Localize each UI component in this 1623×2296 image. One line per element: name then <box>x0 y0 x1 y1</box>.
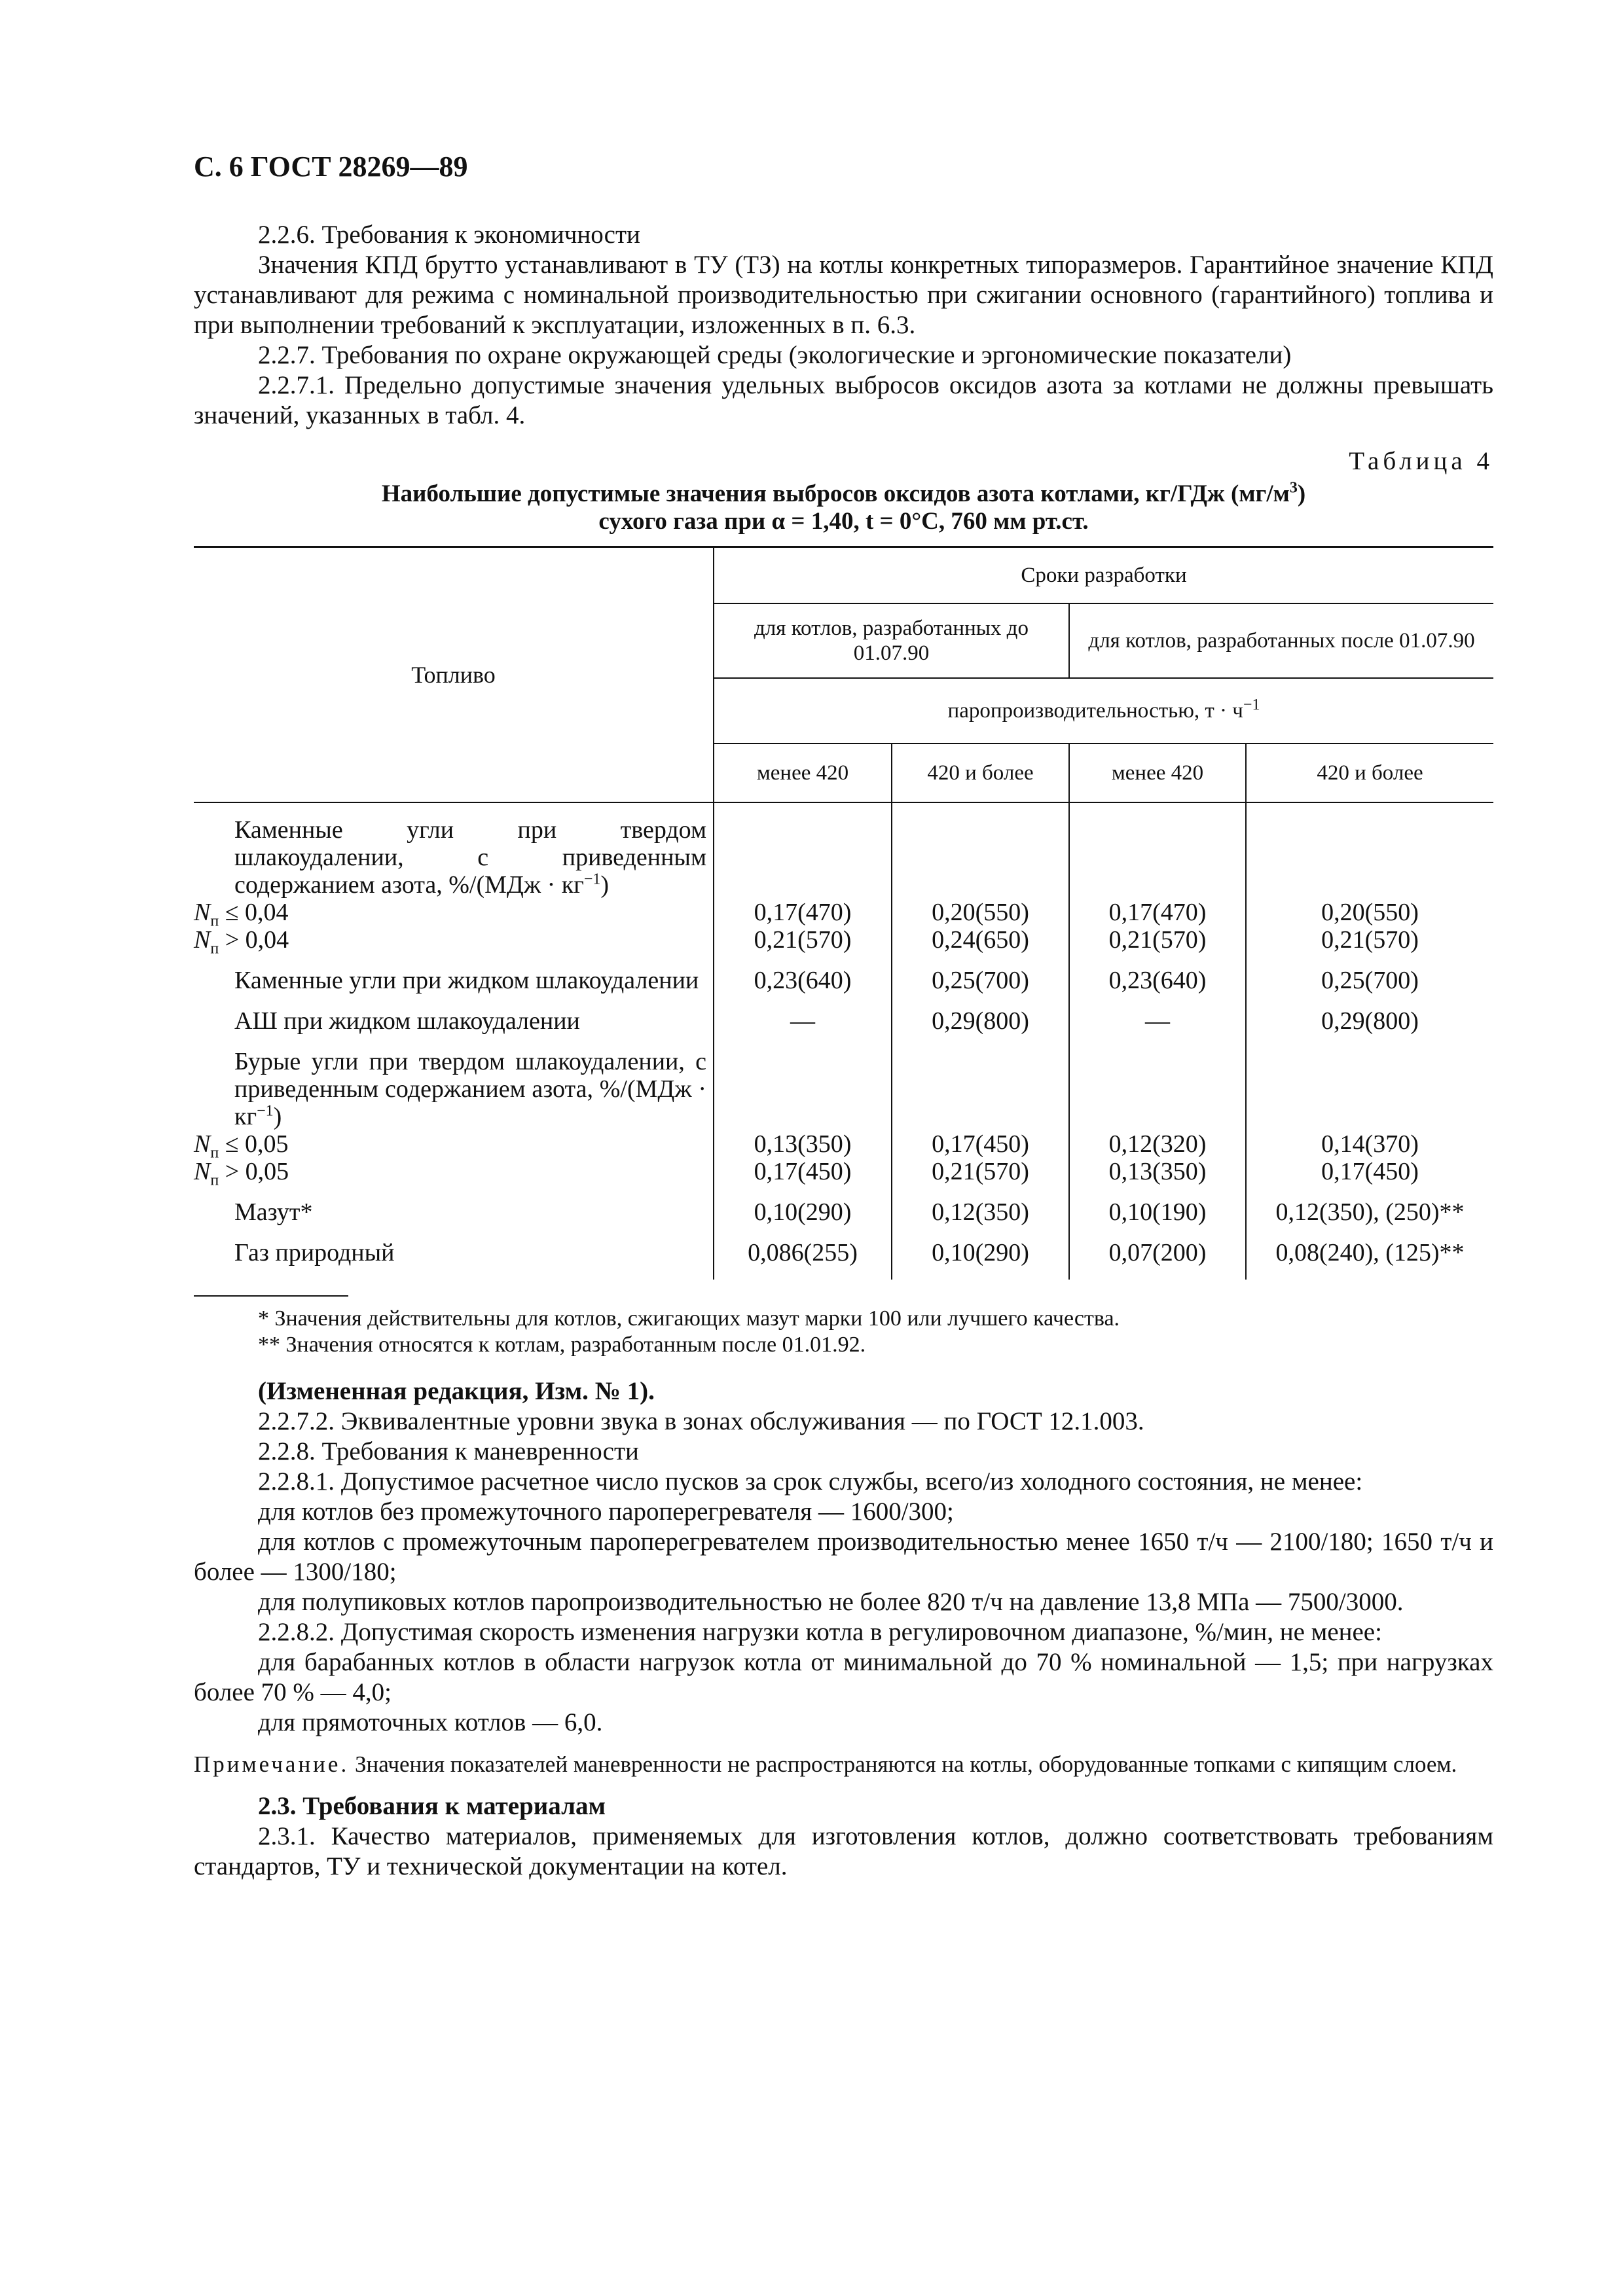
n-symbol: N <box>194 1158 211 1185</box>
cell: 0,12(320) <box>1069 1130 1246 1158</box>
cell: 0,10(290) <box>714 1198 892 1226</box>
section-2-3-1: 2.3.1. Качество материалов, применяемых для изготовления котлов, должно соответствовать требованиям стандартов, ТУ и технической документации на котел. <box>194 1822 1493 1880</box>
footnote-1: * Значения действительны для котлов, сжигающих мазут марки 100 или лучшего качества. <box>258 1306 1120 1331</box>
section-2-2-8-1-c: для полупиковых котлов паропроизводительностью не более 820 т/ч на давление 13,8 МПа — 7500/3000. <box>258 1588 1404 1616</box>
header-capacity-text: паропроизводительностью, т · ч <box>947 699 1243 723</box>
group1-label-end: ) <box>600 871 610 899</box>
cell: 0,21(570) <box>1069 926 1246 954</box>
cell: 0,21(570) <box>892 1158 1069 1185</box>
header-after-more: 420 и более <box>1246 744 1493 802</box>
row2-cond-text: > 0,04 <box>219 926 289 954</box>
cell: — <box>714 1007 892 1035</box>
section-2-2-8-1-b: для котлов с промежуточным пароперегревателем производительностью менее 1650 т/ч — 2100/180; 1650 т/ч и более — 1300/180; <box>194 1528 1493 1586</box>
group2-label-text: Бурые угли при твердом шлакоудалении, с приведенным содержанием азота, %/(МДж · кг <box>234 1048 706 1130</box>
header-capacity-sup: −1 <box>1243 696 1260 713</box>
cell: — <box>1069 1007 1246 1035</box>
cell: 0,07(200) <box>1069 1239 1246 1266</box>
table-title-line1-end: ) <box>1297 480 1306 507</box>
group2-label-end: ) <box>273 1103 282 1130</box>
note <box>194 1751 1493 1778</box>
section-2-2-8-2-b: для прямоточных котлов — 6,0. <box>258 1708 603 1736</box>
table-row <box>194 1158 1493 1185</box>
row7-label-text: Мазут* <box>234 1198 313 1226</box>
footnote-divider <box>194 1295 348 1306</box>
row5-cond <box>194 1130 714 1162</box>
group1-label-sup: −1 <box>583 870 601 888</box>
emissions-table <box>194 546 1493 1280</box>
header-before-more: 420 и более <box>892 744 1069 802</box>
row8-label <box>194 1239 714 1266</box>
cell: 0,10(190) <box>1069 1198 1246 1226</box>
footnote-2: ** Значения относятся к котлам, разработанным после 01.01.92. <box>258 1333 866 1357</box>
header-terms: Сроки разработки <box>714 547 1493 604</box>
header-fuel: Топливо <box>194 547 714 803</box>
section-2-2-6-title: 2.2.6. Требования к экономичности <box>258 221 640 249</box>
cell: 0,17(470) <box>714 899 892 926</box>
table-row <box>194 1198 1493 1226</box>
table-title-sup: 3 <box>1289 479 1298 497</box>
n-symbol: N <box>194 1130 211 1158</box>
group2-label-sup: −1 <box>257 1102 274 1120</box>
document-page <box>194 151 1493 1882</box>
cell: 0,12(350), (250)** <box>1246 1198 1493 1226</box>
page-header: С. 6 ГОСТ 28269—89 <box>194 151 468 183</box>
row8-label-text: Газ природный <box>234 1239 395 1266</box>
row1-cond <box>194 899 714 930</box>
row4-label-text: АШ при жидком шлакоудалении <box>234 1007 580 1035</box>
cell: 0,23(640) <box>714 967 892 994</box>
n-subscript: п <box>210 1172 219 1189</box>
cell: 0,21(570) <box>714 926 892 954</box>
table-row <box>194 816 1493 899</box>
table-row <box>194 1048 1493 1130</box>
row6-cond-text: > 0,05 <box>219 1158 289 1185</box>
section-2-2-8-2-a: для барабанных котлов в области нагрузок котла от минимальной до 70 % номинальной — 1,5; при нагрузках более 70 % — 4,0; <box>194 1648 1493 1706</box>
cell: 0,23(640) <box>1069 967 1246 994</box>
cell: 0,17(450) <box>892 1130 1069 1158</box>
amendment-note: (Измененная редакция, Изм. № 1). <box>258 1377 655 1405</box>
row7-label <box>194 1198 714 1226</box>
cell: 0,21(570) <box>1246 926 1493 954</box>
row1-cond-text: ≤ 0,04 <box>219 899 289 926</box>
table-row <box>194 967 1493 994</box>
cell: 0,29(800) <box>892 1007 1069 1035</box>
cell: 0,29(800) <box>1246 1007 1493 1035</box>
row6-cond <box>194 1158 714 1189</box>
row2-cond <box>194 926 714 958</box>
cell: 0,13(350) <box>714 1130 892 1158</box>
section-2-2-8-1: 2.2.8.1. Допустимое расчетное число пусков за срок службы, всего/из холодного состояния, не менее: <box>258 1467 1363 1496</box>
cell: 0,24(650) <box>892 926 1069 954</box>
table-row <box>194 926 1493 954</box>
table-row <box>194 1239 1493 1266</box>
row4-label <box>194 1007 714 1035</box>
row3-label <box>194 967 714 994</box>
n-subscript: п <box>210 1144 219 1162</box>
header-before-less: менее 420 <box>714 744 892 802</box>
cell: 0,08(240), (125)** <box>1246 1239 1493 1266</box>
cell: 0,20(550) <box>1246 899 1493 926</box>
row3-label-text: Каменные угли при жидком шлакоудалении <box>234 967 699 994</box>
cell: 0,13(350) <box>1069 1158 1246 1185</box>
section-2-2-8-title: 2.2.8. Требования к маневренности <box>258 1437 639 1465</box>
section-2-2-7-2: 2.2.7.2. Эквивалентные уровни звука в зонах обслуживания — по ГОСТ 12.1.003. <box>258 1407 1144 1435</box>
n-subscript: п <box>210 912 219 930</box>
note-label: Примечание. <box>194 1751 350 1777</box>
header-before: для котлов, разработанных до 01.07.90 <box>714 603 1069 678</box>
cell: 0,20(550) <box>892 899 1069 926</box>
group1-label-text: Каменные угли при твердом шлакоудалении, с приведенным содержанием азота, %/(МДж · кг <box>234 816 706 899</box>
cell: 0,17(450) <box>714 1158 892 1185</box>
note-text: Значения показателей маневренности не распространяются на котлы, оборудованные топками с кипящим слоем. <box>349 1751 1457 1777</box>
section-2-3-title: 2.3. Требования к материалам <box>258 1792 606 1820</box>
cell: 0,17(470) <box>1069 899 1246 926</box>
table-title-line1: Наибольшие допустимые значения выбросов оксидов азота котлами, кг/ГДж (мг/м <box>381 480 1290 507</box>
table-row <box>194 899 1493 926</box>
table-caption: Таблица 4 <box>1349 447 1493 475</box>
header-after-less: менее 420 <box>1069 744 1246 802</box>
n-symbol: N <box>194 926 211 954</box>
n-subscript: п <box>210 940 219 958</box>
table-row <box>194 1130 1493 1158</box>
cell: 0,14(370) <box>1246 1130 1493 1158</box>
cell: 0,25(700) <box>892 967 1069 994</box>
cell: 0,17(450) <box>1246 1158 1493 1185</box>
cell: 0,12(350) <box>892 1198 1069 1226</box>
cell: 0,10(290) <box>892 1239 1069 1266</box>
table-title <box>194 480 1493 535</box>
section-2-2-7-title: 2.2.7. Требования по охране окружающей среды (экологические и эргономические показатели) <box>258 341 1292 369</box>
section-2-2-8-1-a: для котлов без промежуточного пароперегревателя — 1600/300; <box>258 1498 954 1526</box>
n-symbol: N <box>194 899 211 926</box>
row5-cond-text: ≤ 0,05 <box>219 1130 289 1158</box>
cell: 0,086(255) <box>714 1239 892 1266</box>
section-2-2-7-1: 2.2.7.1. Предельно допустимые значения удельных выбросов оксидов азота за котлами не должны превышать значений, указанных в табл. 4. <box>194 371 1493 429</box>
group1-label <box>194 816 714 899</box>
section-2-2-6-text: Значения КПД брутто устанавливают в ТУ (ТЗ) на котлы конкретных типоразмеров. Гарантийное значение КПД устанавливают для режима с номинальной производительностью при сжигании основного (гарантийного) топлива и при выполнении требований к эксплуатации, изложенных в п. 6.3. <box>194 251 1493 339</box>
table-title-line2: сухого газа при α = 1,40, t = 0°С, 760 мм рт.ст. <box>598 508 1089 535</box>
section-2-2-8-2: 2.2.8.2. Допустимая скорость изменения нагрузки котла в регулировочном диапазоне, %/мин, не менее: <box>258 1618 1382 1646</box>
cell: 0,25(700) <box>1246 967 1493 994</box>
group2-label <box>194 1048 714 1130</box>
header-after: для котлов, разработанных после 01.07.90 <box>1069 603 1493 678</box>
table-row <box>194 1007 1493 1035</box>
header-capacity <box>714 678 1493 744</box>
